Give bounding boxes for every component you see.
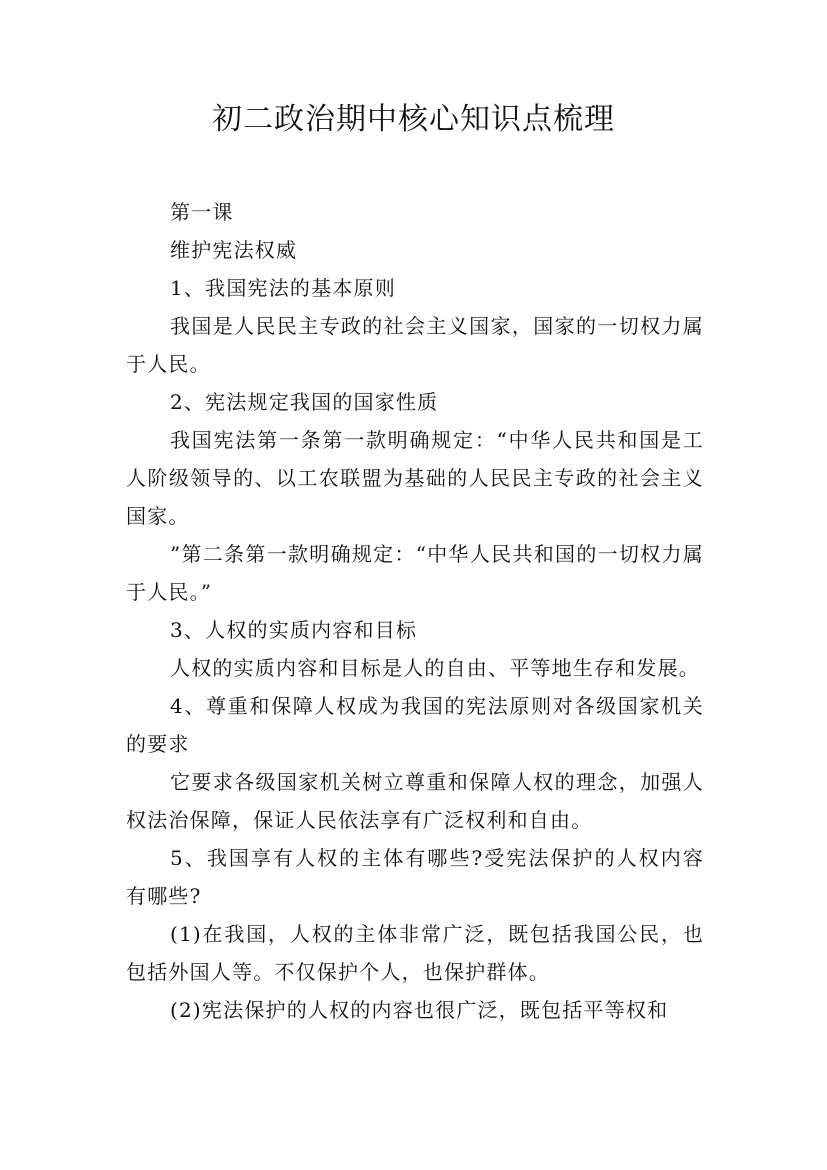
paragraph: 人权的实质内容和目标是人的自由、平等地生存和发展。 [170,656,700,680]
paragraph: 1、我国宪法的基本原则 [170,276,396,300]
paragraph: 维护宪法权威 [170,238,298,262]
paragraph: ”第二条第一款明确规定：“中华人民共和国的一切权力属于人民。” [126,542,704,604]
paragraph: 2、宪法规定我国的国家性质 [170,390,439,414]
document-body [126,193,704,1029]
paragraph: 4、尊重和保障人权成为我国的宪法原则对各级国家机关的要求 [126,694,704,756]
paragraph: 第一课 [170,200,234,224]
paragraph: (1)在我国，人权的主体非常广泛，既包括我国公民，也包括外国人等。不仅保护个人，也保护群体。 [126,922,704,984]
paragraph: 5、我国享有人权的主体有哪些?受宪法保护的人权内容有哪些? [126,846,704,908]
paragraph: 我国宪法第一条第一款明确规定：“中华人民共和国是工人阶级领导的、以工农联盟为基础的人民民主专政的社会主义国家。 [126,428,704,528]
paragraph: (2)宪法保护的人权的内容也很广泛，既包括平等权和 [170,998,669,1022]
paragraph: 它要求各级国家机关树立尊重和保障人权的理念，加强人权法治保障，保证人民依法享有广泛权利和自由。 [126,770,704,832]
document-title: 初二政治期中核心知识点梳理 [212,102,615,137]
paragraph: 我国是人民民主专政的社会主义国家，国家的一切权力属于人民。 [126,314,704,376]
paragraph: 3、人权的实质内容和目标 [170,618,418,642]
